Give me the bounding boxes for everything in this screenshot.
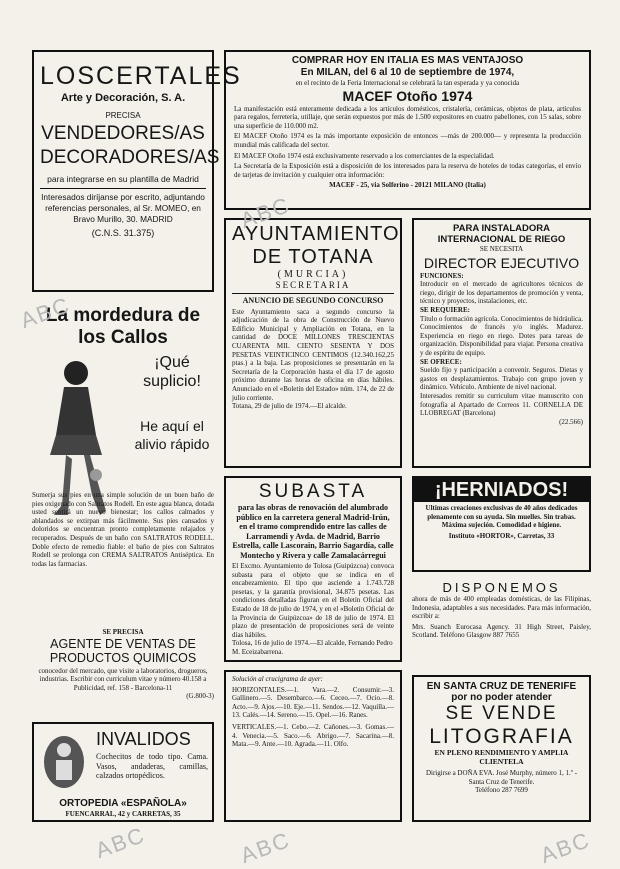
litografia-contact: Dirigirse a DOÑA EVA. José Murphy, número 1, 1.º - Santa Cruz de Tenerife. [425, 769, 578, 786]
solucion-horizontales: HORIZONTALES.—1. Vara.—2. Consumir.—3. Gallinero.—5. Desembarco.—6. Ceceo.—7. Ocio.—8. Acto.—9. Ajos.—10. Eje.—11. Sendos.—12. Vaquilla.—13. Calés.—14. Sereno.—15. Opel.—16. Ranes. [232, 685, 394, 720]
litografia-state: EN PLENO RENDIMIENTO Y AMPLIA CLIENTELA [434, 748, 569, 766]
totana-ad [224, 218, 402, 468]
abc-watermark: ABC [237, 827, 294, 869]
riego-head: PARA INSTALADORA INTERNACIONAL DE RIEGO [437, 223, 566, 245]
macef-ad [224, 50, 591, 210]
crossword-solution [224, 670, 402, 822]
riego-needs: SE NECESITA [479, 245, 524, 253]
invalidos-body: Cochecitos de todo tipo. Cama. Vasos, andaderas, camillas, calzados ortopédicos. [96, 752, 208, 780]
loscertales-body: Interesados diríjanse por escrito, adjuntando referencias personales, al Sr. MOMEO, en Bravo Murillo, 30. MADRID [41, 192, 205, 224]
litografia-cause: por no poder atender [451, 692, 552, 703]
litografia-head: EN SANTA CRUZ DE TENERIFE [426, 681, 577, 692]
macef-head3: en el recinto de la Feria Internacional se celebrará la tan esperada y ya conocida [295, 79, 520, 87]
macef-head2: En MILAN, del 6 al 10 de septiembre de 1974, [300, 67, 515, 78]
riego-funciones: Introducir en el mercado de agricultores técnicos de riego, dirigir de los departamentos de promoción y venta, técnico y proyectos, instalaciones, etc. [420, 280, 583, 306]
herniados-ad [412, 476, 591, 572]
totana-subtitle: ANUNCIO DE SEGUNDO CONCURSO [242, 296, 384, 305]
riego-requiere-heading: SE REQUIERE: [420, 305, 470, 314]
totana-dept: SECRETARIA [275, 280, 351, 290]
callos-title: La mordedura de los Callos [45, 305, 201, 348]
macef-p2: El MACEF Otoño 1974 es la más importante exposición de entonces —más de 200.000— y representa la producción mundial más calificada del sector. [234, 132, 581, 149]
invalidos-shop: ORTOPEDIA «ESPAÑOLA» [59, 798, 187, 809]
disponemos-body: ahora de más de 400 empleadas domésticas, de las Filipinas, Indonesia, adaptables a sus necesidades. Para más información, escribir a: [412, 595, 591, 621]
abc-watermark: ABC [17, 292, 74, 334]
disponemos-ad [412, 580, 591, 668]
loscertales-tagline: Arte y Decoración, S. A. [60, 92, 186, 104]
macef-head1: COMPRAR HOY EN ITALIA ES MAS VENTAJOSO [291, 55, 524, 66]
abc-watermark: ABC [537, 827, 594, 869]
agente-ref: (G.800-3) [186, 692, 214, 701]
agente-ad [32, 628, 214, 718]
solucion-heading: Solución al crucigrama de ayer: [232, 675, 323, 683]
loscertales-ad [32, 50, 242, 292]
invalidos-address: FUENCARRAL, 42 y CARRETAS, 35 [65, 810, 181, 818]
abc-watermark: ABC [92, 822, 149, 864]
macef-p3: El MACEF Otoño 1974 está exclusivamente reservado a los comerciantes de la especialidad. [234, 151, 495, 160]
riego-role: DIRECTOR EJECUTIVO [423, 254, 580, 271]
loscertales-para: para integrarse en su plantilla de Madrid [47, 174, 199, 184]
abc-watermark: ABC [237, 192, 294, 234]
disponemos-title: DISPONEMOS [442, 580, 561, 595]
ortopedia-logo [40, 732, 88, 798]
riego-ref: (22.566) [559, 417, 583, 426]
herniados-shop: Instituto «HORTOR», Carretas, 33 [448, 531, 555, 540]
subasta-date: Tolosa, 16 de julio de 1974.—El alcalde, Fernando Pedro M. Eceizabarrena. [232, 639, 393, 656]
macef-p4: La Secretaría de la Exposición está a disposición de los interesados para la reserva de hoteles de todas categorías, el envío de tarjetas de invitación y cualquier otra información: [234, 162, 581, 179]
subasta-ad [224, 476, 402, 662]
loscertales-role: VENDEDORES/AS DECORADORES/AS [40, 123, 220, 168]
totana-date: Totana, 29 de julio de 1974.—El alcalde. [232, 402, 347, 411]
loscertales-ref: (C.N.S. 31.375) [91, 228, 155, 238]
subasta-lead: para las obras de renovación del alumbrado público en la carretera general Madrid-Irún, en el tramo comprendido entre las calles de Larramendi y Avda. de Madrid, Barrio Estrella, calle Lascorain, Barrio Sagardía, calle Montecho y Rivera y calle Zamalacárregui [232, 503, 394, 560]
totana-title: AYUNTAMIENTO DE TOTANA [232, 223, 400, 268]
agente-se-precisa: SE PRECISA [102, 628, 144, 636]
riego-ofrece: Sueldo fijo y participación a convenir. Seguros. Dietas y gastos en desplazamientos. Trabajo con grupo joven y dinámico. Vehículo. Ambiente de nivel nacional. [420, 366, 583, 392]
callos-remedy: He aquí el alivio rápido [134, 418, 210, 452]
subasta-body: El Excmo. Ayuntamiento de Tolosa (Guipúzcoa) convoca subasta para el objeto que se indica en el encabezamiento. El tipo que asciende a 1.743.728 pesetas, y la garantía provisional, 34.875 pesetas. Las condiciones detalladas figuran en el Boletín Oficial del Estado de 18 de julio de 1974, y en el «Boletín Oficial de la Provincia de Guipúzcoa» de 18 de julio de 1974. El plazo de presentación de proposiciones será de veinte días hábiles. [232, 562, 394, 639]
totana-body: Este Ayuntamiento saca a segundo concurso la adjudicación de la obra de Construcción de Nuevo Edificio Municipal y Ampliación en Totana, en la cantidad de DOCE MILLONES TRESCIENTAS CUARENTA MIL CIENTO SESENTA Y DOS PESETAS VEINTICINCO CENTIMOS (12.340.162,25 ptas.) a la baja. Las proposiciones se presentarán en la Secretaría de la Corporación hasta el día 17 de agosto próximo durante las horas de oficina en días hábiles. Anunciado en el «Boletín del Estado» núm. 174, de 22 de julio corriente. [232, 307, 394, 402]
herniados-title: ¡HERNIADOS! [414, 478, 589, 502]
agente-title: AGENTE DE VENTAS DE PRODUCTOS QUIMICOS [49, 636, 197, 665]
litografia-ad [412, 675, 591, 822]
invalidos-title: INVALIDOS [96, 729, 191, 749]
agente-body: conocedor del mercado, que visite a laboratorios, drogueros, industrias. Escribir con curriculum vitae y número 40.158 a Publicidad, ref. 158 - Barcelona-11 [38, 666, 208, 692]
litografia-title: LITOGRAFIA [429, 725, 574, 748]
riego-funciones-heading: FUNCIONES: [420, 271, 464, 280]
herniados-body: Ultimas creaciones exclusivas de 40 años dedicados plenamente con su ayuda. Sin muelles. Sin trabas. Máxima sujeción. Comodidad e higiene. [425, 504, 578, 530]
macef-address: MACEF - 25, via Solferino - 20121 MILANO (Italia) [329, 181, 486, 190]
callos-ad [32, 305, 214, 625]
riego-apply: Interesados remitir su curriculum vitae manuscrito con fotografía al Apartado de Correos 11. CORNELLA DE LLOBREGAT (Barcelona) [420, 391, 583, 418]
riego-ofrece-heading: SE OFRECE: [420, 357, 462, 366]
disponemos-address: Mrs. Suanch Eurocasa Agency. 31 High Street, Paisley, Scotland. Teléfono Glasgow 887 7655 [412, 622, 591, 640]
macef-title: MACEF Otoño 1974 [342, 87, 473, 104]
loscertales-name: LOSCERTALES [40, 62, 242, 90]
callos-exclaim: ¡Qué suplicio! [143, 354, 201, 390]
solucion-verticales: VERTICALES.—1. Cebo.—2. Cañones.—3. Gomas.—4. Venecia.—5. Saco.—6. Abrigo.—7. Sacarina.—8. Mata.—9. Ante.—10. Agrada.—11. Olfo. [232, 722, 394, 749]
callos-body: Sumerja sus pies en una simple solución de un buen baño de pies oxigenado con Saltratos Rodell. En este agua blanca, dotada usted sentirá un nuevo bienestar; los callos calmados y ablandados se extirpan más fácilmente. Sus pies cansados y doloridos se encuentran pronto completamente relajados y recuperados. Después de un baño con SALTRATOS RODELL. Doble efecto de remedio fiable: el baño de pies con Saltratos Rodell se prolonga con CREMA SALTRATOS Antiséptica. En todas las farmacias. [32, 491, 214, 568]
riego-requiere: Título o formación agrícola. Conocimientos de hidráulica. Conocimientos de francés y/o inglés. Madurez. Experiencia en riego en riego. Dotes para tareas de organización. Disponibilidad para viajar. Persona creativa y de espíritu de equipo. [420, 314, 583, 357]
invalidos-ad [32, 722, 214, 822]
totana-region: (MURCIA) [277, 269, 349, 280]
subasta-title: SUBASTA [258, 481, 368, 502]
loscertales-precisa: PRECISA [105, 111, 141, 120]
litografia-se-vende: SE VENDE [445, 703, 558, 724]
riego-ad [412, 218, 591, 468]
macef-p1: La manifestación está enteramente dedicada a los artículos domésticos, cristalería, cerámicas, objetos de plata, artículos para regalos, ferretería, utillaje, que serán expuestos por más de 1.500 expositores en cuatro pabellones, con 15 salas, sobre una superficie de 110.000 m2. [234, 104, 581, 130]
litografia-phone: Teléfono 287 7699 [475, 786, 528, 795]
